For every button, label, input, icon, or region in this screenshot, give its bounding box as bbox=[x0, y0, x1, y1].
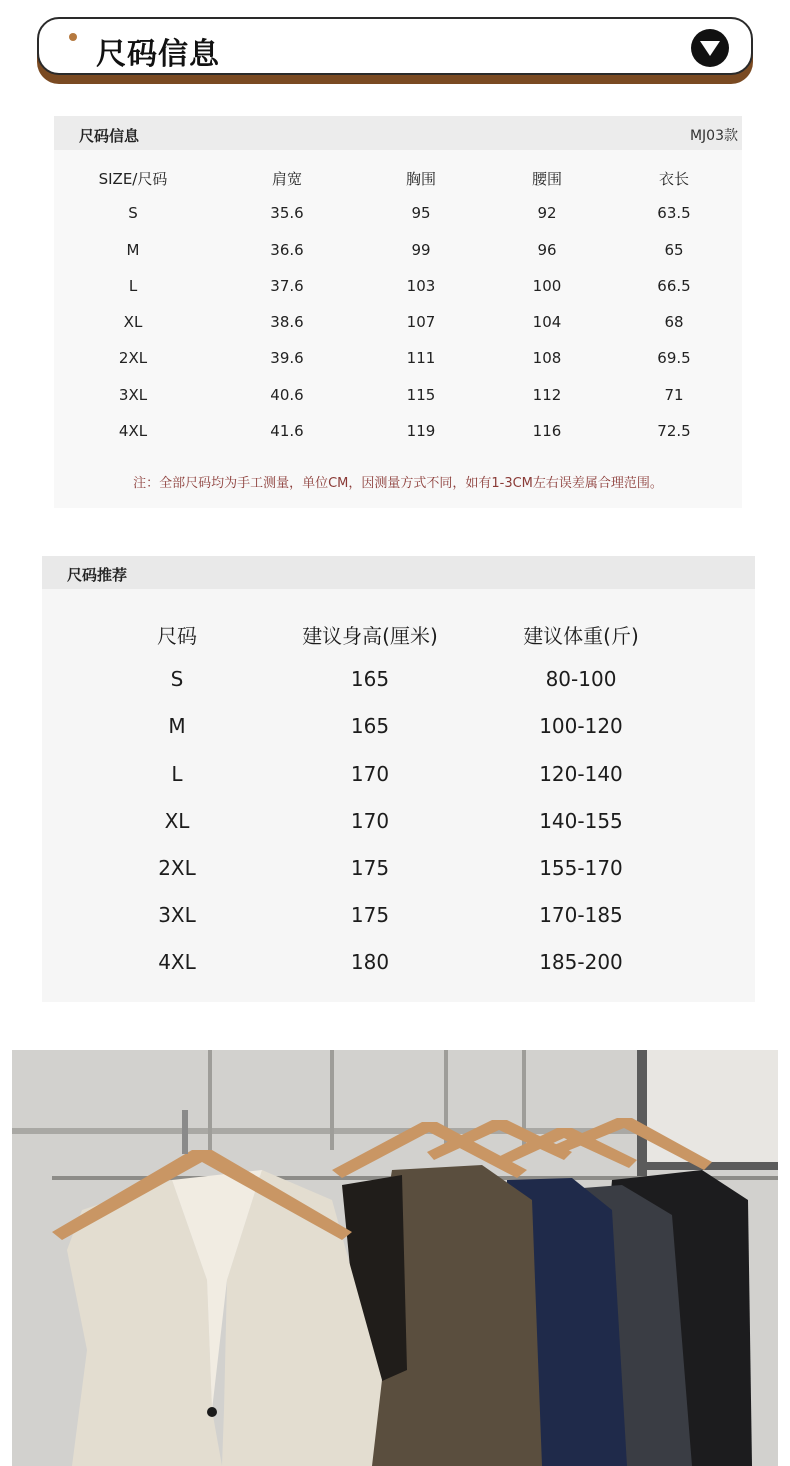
table-row bbox=[54, 200, 742, 236]
table-cell: L bbox=[128, 276, 138, 295]
column-header: 腰围 bbox=[531, 170, 562, 188]
table-cell: 37.6 bbox=[270, 276, 304, 295]
column-header: 衣长 bbox=[658, 170, 689, 188]
table-cell: 63.5 bbox=[657, 204, 691, 223]
table-cell: S bbox=[128, 204, 138, 223]
table-cell: L bbox=[171, 761, 183, 786]
table-cell: 96 bbox=[537, 240, 557, 259]
size-recommend-panel bbox=[42, 556, 755, 1002]
table-header-row bbox=[42, 616, 755, 663]
size-info-panel bbox=[54, 116, 742, 508]
table-cell: 4XL bbox=[158, 950, 196, 975]
column-header: SIZE/尺码 bbox=[98, 170, 168, 188]
column-header: 建议身高(厘米) bbox=[302, 624, 438, 648]
table-cell: 140-155 bbox=[539, 808, 623, 833]
table-row bbox=[54, 309, 742, 345]
table-cell: 170 bbox=[350, 808, 390, 833]
table-cell: 4XL bbox=[118, 422, 148, 441]
table-cell: 180 bbox=[350, 950, 390, 975]
table-cell: 41.6 bbox=[270, 422, 304, 441]
size-info-header bbox=[54, 116, 742, 150]
size-recommend-title: 尺码推荐 bbox=[67, 566, 128, 584]
column-header: 建议体重(斤) bbox=[523, 624, 639, 648]
table-cell: 112 bbox=[532, 385, 562, 404]
table-row bbox=[42, 710, 755, 757]
table-header-row bbox=[54, 164, 742, 200]
table-row bbox=[54, 382, 742, 418]
chevron-down-icon[interactable] bbox=[691, 29, 729, 67]
table-cell: 108 bbox=[532, 349, 562, 368]
measurement-note: 注：全部尺码均为手工测量，单位CM，因测量方式不同，如有1-3CM左右误差属合理范围。 bbox=[133, 476, 663, 491]
table-cell: XL bbox=[123, 313, 143, 332]
table-cell: 104 bbox=[532, 313, 562, 332]
table-cell: 92 bbox=[537, 204, 557, 223]
column-header: 肩宽 bbox=[271, 170, 302, 188]
table-cell: 119 bbox=[406, 422, 436, 441]
table-cell: 99 bbox=[411, 240, 431, 259]
table-row bbox=[42, 663, 755, 710]
banner-title: 尺码信息 bbox=[96, 37, 220, 72]
table-cell: 71 bbox=[664, 385, 684, 404]
table-row bbox=[54, 345, 742, 381]
table-cell: 3XL bbox=[118, 385, 148, 404]
table-cell: 66.5 bbox=[657, 276, 691, 295]
table-cell: 2XL bbox=[118, 349, 148, 368]
style-code: MJ03款 bbox=[689, 128, 738, 144]
table-cell: 116 bbox=[532, 422, 562, 441]
section-banner bbox=[37, 17, 753, 75]
table-cell: M bbox=[126, 240, 140, 259]
table-cell: 170-185 bbox=[539, 903, 623, 928]
table-cell: S bbox=[170, 667, 184, 692]
table-cell: 95 bbox=[411, 204, 431, 223]
table-cell: 38.6 bbox=[270, 313, 304, 332]
table-cell: 72.5 bbox=[657, 422, 691, 441]
column-header: 胸围 bbox=[405, 170, 436, 188]
table-cell: 40.6 bbox=[270, 385, 304, 404]
table-cell: 107 bbox=[406, 313, 436, 332]
table-row bbox=[54, 273, 742, 309]
table-cell: 120-140 bbox=[539, 761, 623, 786]
table-row bbox=[42, 899, 755, 946]
size-info-title: 尺码信息 bbox=[79, 127, 140, 145]
table-cell: 2XL bbox=[158, 855, 196, 880]
table-row bbox=[54, 418, 742, 454]
table-cell: 39.6 bbox=[270, 349, 304, 368]
table-cell: 100-120 bbox=[539, 714, 623, 739]
table-cell: 111 bbox=[406, 349, 436, 368]
table-cell: 35.6 bbox=[270, 204, 304, 223]
table-cell: 65 bbox=[664, 240, 684, 259]
product-photo bbox=[12, 1050, 778, 1466]
size-recommend-header bbox=[42, 556, 755, 589]
table-cell: 100 bbox=[532, 276, 562, 295]
table-cell: 36.6 bbox=[270, 240, 304, 259]
table-cell: 175 bbox=[350, 903, 390, 928]
table-row bbox=[54, 237, 742, 273]
table-cell: 3XL bbox=[158, 903, 196, 928]
table-cell: 185-200 bbox=[539, 950, 623, 975]
size-info-table bbox=[54, 164, 742, 454]
table-cell: 170 bbox=[350, 761, 390, 786]
vest-illustration bbox=[12, 1050, 778, 1466]
table-cell: 103 bbox=[406, 276, 436, 295]
table-cell: 69.5 bbox=[657, 349, 691, 368]
table-cell: 80-100 bbox=[545, 667, 617, 692]
table-cell: 68 bbox=[664, 313, 684, 332]
table-cell: 165 bbox=[350, 667, 390, 692]
size-recommend-table bbox=[42, 616, 755, 994]
table-cell: 115 bbox=[406, 385, 436, 404]
table-cell: 165 bbox=[350, 714, 390, 739]
table-cell: 175 bbox=[350, 855, 390, 880]
table-row bbox=[42, 758, 755, 805]
table-cell: M bbox=[168, 714, 186, 739]
column-header: 尺码 bbox=[157, 624, 197, 648]
table-cell: 155-170 bbox=[539, 855, 623, 880]
table-row bbox=[42, 852, 755, 899]
table-row bbox=[42, 805, 755, 852]
table-cell: XL bbox=[164, 808, 190, 833]
bullet-dot bbox=[69, 33, 77, 41]
table-row bbox=[42, 946, 755, 993]
